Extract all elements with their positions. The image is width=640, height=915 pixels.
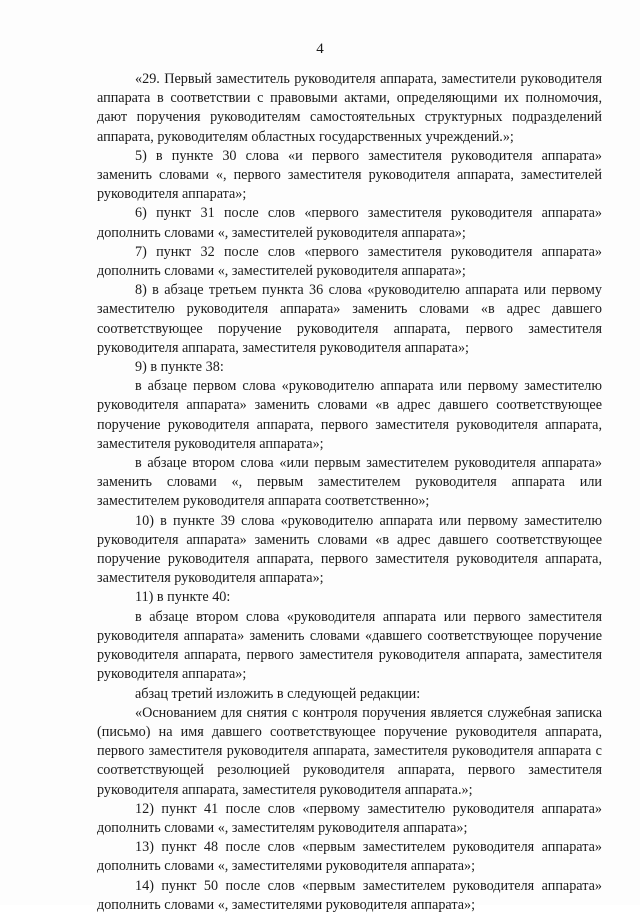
document-body [97, 70, 602, 915]
paragraph-item-7: 7) пункт 32 после слов «первого заместителя руководителя аппарата» дополнить словами «, заместителей руководителя аппарата»; [97, 243, 602, 280]
paragraph-item-9-second-abzac: в абзаце втором слова «или первым заместителем руководителя аппарата» заменить словами «, первым заместителем руководителя аппарата или заместителем руководителя аппарата соответственно»; [97, 455, 602, 510]
paragraph-item-12: 12) пункт 41 после слов «первому заместителю руководителя аппарата» дополнить словами «, заместителям руководителя аппарата»; [97, 800, 602, 836]
paragraph-item-5: 5) в пункте 30 слова «и первого заместителя руководителя аппарата» заменить словами «, первого заместителя руководителя аппарата, заместителей руководителя аппарата»; [97, 147, 602, 203]
paragraph-item-13: 13) пункт 48 после слов «первым заместителем руководителя аппарата» дополнить словами «, заместителями руководителя аппарата»; [97, 839, 602, 875]
paragraph-item-14: 14) пункт 50 после слов «первым заместителем руководителя аппарата» дополнить словами «, заместителями руководителя аппарата»; [97, 877, 602, 913]
paragraph-new-wording: «Основанием для снятия с контроля поручения является служебная записка (письмо) на имя давшего соответствующее поручение руководителя аппарата, первого заместителя руководителя аппарата, заместителя руководителя аппарата с соответствующей резолюцией руководителя аппарата, первого заместителя руководителя аппарата, заместителя руководителя аппарата.»; [97, 704, 602, 798]
paragraph-item-11-second-abzac: в абзаце втором слова «руководителя аппарата или первого заместителя руководителя аппарата» заменить словами «давшего соответствующее поручение руководителя аппарата, первого заместителя руководителя аппарата, заместителя руководителя аппарата»; [97, 608, 602, 683]
paragraph-item-11: 11) в пункте 40: [135, 589, 231, 606]
paragraph-item-6: 6) пункт 31 после слов «первого заместителя руководителя аппарата» дополнить словами «, заместителей руководителя аппарата»; [97, 205, 602, 241]
paragraph-29-text: «29. Первый заместитель руководителя аппарата, заместители руководителя аппарата в соответствии с правовыми актами, определяющими их полномочия, дают поручения руководителям самостоятельных структурных подразделений аппарата, руководителям областных государственных учреждений.»; [97, 71, 602, 145]
paragraph-item-9-first-abzac: в абзаце первом слова «руководителю аппарата или первому заместителю руководителя аппарата» заменить словами «в адрес давшего соответствующее поручение руководителя аппарата, первого заместителя руководителя аппарата, заместителя руководителя аппарата»; [97, 378, 602, 452]
paragraph-item-8: 8) в абзаце третьем пункта 36 слова «руководителю аппарата или первому заместителю руководителя аппарата» заменить словами «в адрес давшего соответствующее поручение руководителя аппарата, первого заместителя руководителя аппарата, заместителя руководителя аппарата»; [97, 282, 602, 356]
paragraph-item-9: 9) в пункте 38: [135, 359, 224, 376]
paragraph-item-10: 10) в пункте 39 слова «руководителю аппарата или первому заместителю руководителя аппарата» заменить словами «в адрес давшего соответствующее поручение руководителя аппарата, первого заместителя руководителя аппарата, заместителя руководителя аппарата»; [97, 512, 602, 587]
page-number: 4 [316, 41, 324, 57]
paragraph-item-11-third-abzac: абзац третий изложить в следующей редакции: [135, 685, 421, 702]
